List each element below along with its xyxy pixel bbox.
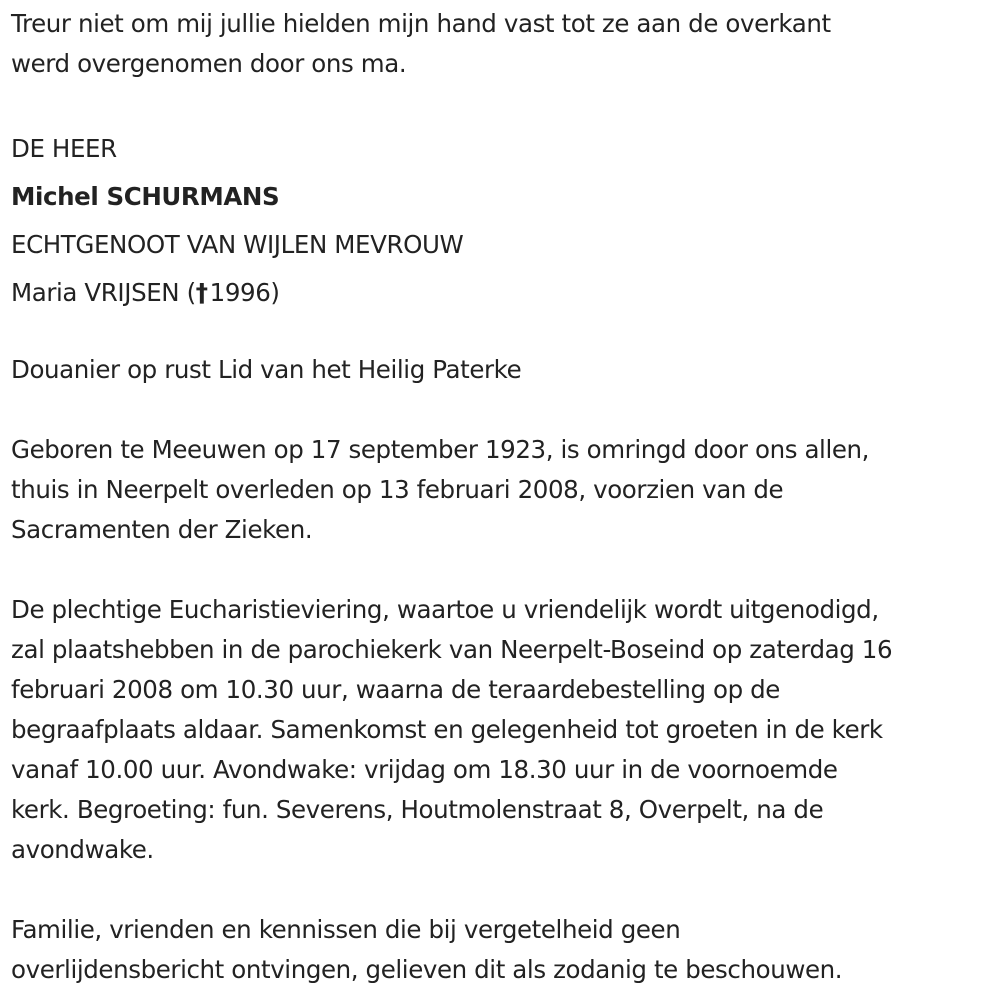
ceremony-line-6: kerk. Begroeting: fun. Severens, Houtmolenstraat 8, Overpelt, na de [11,795,824,824]
motto-line-2: werd overgenomen door ons ma. [11,49,407,78]
deceased-relation: ECHTGENOOT VAN WIJLEN MEVROUW [11,230,464,259]
cross-icon: † [195,278,208,307]
ceremony-line-3: februari 2008 om 10.30 uur, waarna de teraardebestelling op de [11,675,780,704]
notice-line-2: overlijdensbericht ontvingen, gelieven dit als zodanig te beschouwen. [11,955,843,984]
birth-death-line-2: thuis in Neerpelt overleden op 13 februari 2008, voorzien van de [11,475,784,504]
ceremony-line-7: avondwake. [11,835,154,864]
occupation-text: Douanier op rust Lid van het Heilig Paterke [11,355,522,384]
spouse-name: Maria VRIJSEN [11,278,180,307]
birth-death-line-3: Sacramenten der Zieken. [11,515,313,544]
occupation-paragraph [11,350,521,390]
birth-death-paragraph [11,430,869,550]
spouse-line [11,269,463,317]
notice-line-1: Familie, vrienden en kennissen die bij vergetelheid geen [11,915,681,944]
ceremony-line-5: vanaf 10.00 uur. Avondwake: vrijdag om 18.30 uur in de voornoemde [11,755,838,784]
notice-paragraph [11,910,842,990]
ceremony-line-1: De plechtige Eucharistieviering, waartoe u vriendelijk wordt uitgenodigd, [11,595,879,624]
motto-line-1: Treur niet om mij jullie hielden mijn hand vast tot ze aan de overkant [11,9,831,38]
deceased-block [11,125,463,317]
spouse-death-open: ( [186,278,196,307]
deceased-name: Michel SCHURMANS [11,182,280,211]
motto-paragraph [11,4,831,84]
spouse-death-year: 1996) [209,278,280,307]
ceremony-line-4: begraafplaats aldaar. Samenkomst en gelegenheid tot groeten in de kerk [11,715,883,744]
ceremony-line-2: zal plaatshebben in de parochiekerk van Neerpelt-Boseind op zaterdag 16 [11,635,893,664]
deceased-title: DE HEER [11,134,117,163]
birth-death-line-1: Geboren te Meeuwen op 17 september 1923, is omringd door ons allen, [11,435,870,464]
ceremony-paragraph [11,590,892,870]
